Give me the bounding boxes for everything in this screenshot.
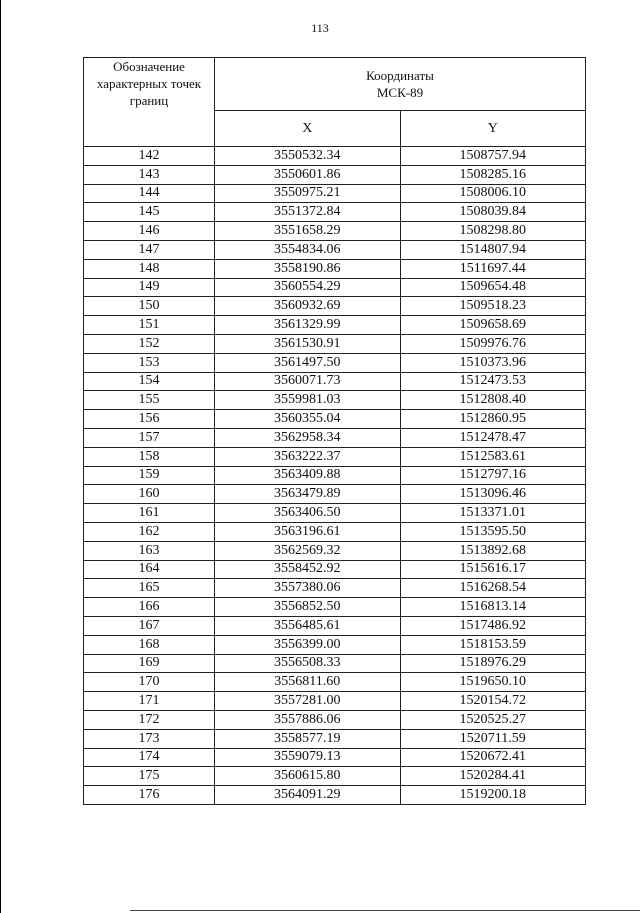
y-coordinate-cell: 1509976.76 bbox=[400, 334, 586, 353]
x-coordinate-cell: 3557380.06 bbox=[215, 579, 401, 598]
y-coordinate-cell: 1512473.53 bbox=[400, 372, 586, 391]
x-coordinate-cell: 3550601.86 bbox=[215, 165, 401, 184]
point-id-cell: 151 bbox=[84, 316, 215, 335]
x-coordinate-cell: 3557281.00 bbox=[215, 692, 401, 711]
table-row bbox=[84, 560, 586, 579]
y-coordinate-cell: 1520284.41 bbox=[400, 767, 586, 786]
point-id-cell: 171 bbox=[84, 692, 215, 711]
x-coordinate-cell: 3561530.91 bbox=[215, 334, 401, 353]
point-id-cell: 161 bbox=[84, 504, 215, 523]
table-row bbox=[84, 259, 586, 278]
point-id-cell: 173 bbox=[84, 729, 215, 748]
y-coordinate-cell: 1518153.59 bbox=[400, 635, 586, 654]
point-id-cell: 142 bbox=[84, 147, 215, 166]
y-coordinate-cell: 1513595.50 bbox=[400, 522, 586, 541]
y-coordinate-cell: 1519200.18 bbox=[400, 786, 586, 805]
table-row bbox=[84, 334, 586, 353]
table-row bbox=[84, 391, 586, 410]
x-coordinate-cell: 3556508.33 bbox=[215, 654, 401, 673]
x-coordinate-cell: 3559079.13 bbox=[215, 748, 401, 767]
x-coordinate-cell: 3550532.34 bbox=[215, 147, 401, 166]
y-coordinate-cell: 1508006.10 bbox=[400, 184, 586, 203]
point-id-cell: 162 bbox=[84, 522, 215, 541]
table-row bbox=[84, 165, 586, 184]
y-coordinate-cell: 1516268.54 bbox=[400, 579, 586, 598]
point-id-cell: 148 bbox=[84, 259, 215, 278]
table-row bbox=[84, 410, 586, 429]
table-row bbox=[84, 673, 586, 692]
table-row bbox=[84, 598, 586, 617]
x-coordinate-cell: 3560615.80 bbox=[215, 767, 401, 786]
point-id-cell: 169 bbox=[84, 654, 215, 673]
page-number: 113 bbox=[311, 21, 329, 35]
point-id-cell: 152 bbox=[84, 334, 215, 353]
point-id-cell: 155 bbox=[84, 391, 215, 410]
x-coordinate-cell: 3558577.19 bbox=[215, 729, 401, 748]
x-coordinate-cell: 3563409.88 bbox=[215, 466, 401, 485]
y-coordinate-cell: 1520672.41 bbox=[400, 748, 586, 767]
y-coordinate-cell: 1508298.80 bbox=[400, 222, 586, 241]
point-id-cell: 166 bbox=[84, 598, 215, 617]
table-row bbox=[84, 579, 586, 598]
table-row bbox=[84, 222, 586, 241]
x-coordinate-cell: 3554834.06 bbox=[215, 240, 401, 259]
table-row bbox=[84, 748, 586, 767]
y-coordinate-cell: 1520154.72 bbox=[400, 692, 586, 711]
point-id-cell: 149 bbox=[84, 278, 215, 297]
point-id-cell: 174 bbox=[84, 748, 215, 767]
table-row bbox=[84, 428, 586, 447]
y-coordinate-cell: 1509518.23 bbox=[400, 297, 586, 316]
x-coordinate-cell: 3561497.50 bbox=[215, 353, 401, 372]
y-coordinate-cell: 1512583.61 bbox=[400, 447, 586, 466]
y-coordinate-cell: 1520525.27 bbox=[400, 710, 586, 729]
point-id-cell: 165 bbox=[84, 579, 215, 598]
table-row bbox=[84, 184, 586, 203]
table-row bbox=[84, 541, 586, 560]
point-id-cell: 160 bbox=[84, 485, 215, 504]
point-id-cell: 159 bbox=[84, 466, 215, 485]
point-id-cell: 145 bbox=[84, 203, 215, 222]
table-row bbox=[84, 767, 586, 786]
table-row bbox=[84, 316, 586, 335]
point-id-cell: 153 bbox=[84, 353, 215, 372]
header-y: Y bbox=[400, 111, 586, 147]
table-header-row bbox=[84, 58, 586, 111]
y-coordinate-cell: 1514807.94 bbox=[400, 240, 586, 259]
y-coordinate-cell: 1512808.40 bbox=[400, 391, 586, 410]
x-coordinate-cell: 3551372.84 bbox=[215, 203, 401, 222]
table-row bbox=[84, 635, 586, 654]
point-id-cell: 172 bbox=[84, 710, 215, 729]
x-coordinate-cell: 3561329.99 bbox=[215, 316, 401, 335]
x-coordinate-cell: 3560932.69 bbox=[215, 297, 401, 316]
point-id-cell: 157 bbox=[84, 428, 215, 447]
x-coordinate-cell: 3558452.92 bbox=[215, 560, 401, 579]
x-coordinate-cell: 3560071.73 bbox=[215, 372, 401, 391]
x-coordinate-cell: 3563479.89 bbox=[215, 485, 401, 504]
point-id-cell: 176 bbox=[84, 786, 215, 805]
coordinates-table bbox=[83, 57, 586, 805]
point-id-cell: 158 bbox=[84, 447, 215, 466]
table-row bbox=[84, 485, 586, 504]
x-coordinate-cell: 3560355.04 bbox=[215, 410, 401, 429]
y-coordinate-cell: 1520711.59 bbox=[400, 729, 586, 748]
y-coordinate-cell: 1513371.01 bbox=[400, 504, 586, 523]
y-coordinate-cell: 1512478.47 bbox=[400, 428, 586, 447]
table-row bbox=[84, 466, 586, 485]
table-row bbox=[84, 654, 586, 673]
point-id-cell: 147 bbox=[84, 240, 215, 259]
y-coordinate-cell: 1516813.14 bbox=[400, 598, 586, 617]
header-points: Обозначение характерных точек границ bbox=[84, 58, 215, 147]
y-coordinate-cell: 1509654.48 bbox=[400, 278, 586, 297]
table-row bbox=[84, 297, 586, 316]
table-row bbox=[84, 710, 586, 729]
table-row bbox=[84, 240, 586, 259]
header-msk-label: МСК-89 bbox=[376, 85, 424, 101]
y-coordinate-cell: 1509658.69 bbox=[400, 316, 586, 335]
x-coordinate-cell: 3563406.50 bbox=[215, 504, 401, 523]
header-coordinate-system bbox=[215, 58, 586, 111]
point-id-cell: 156 bbox=[84, 410, 215, 429]
table-row bbox=[84, 692, 586, 711]
point-id-cell: 164 bbox=[84, 560, 215, 579]
point-id-cell: 175 bbox=[84, 767, 215, 786]
point-id-cell: 167 bbox=[84, 616, 215, 635]
x-coordinate-cell: 3563196.61 bbox=[215, 522, 401, 541]
table-row bbox=[84, 447, 586, 466]
point-id-cell: 150 bbox=[84, 297, 215, 316]
scan-edge-left bbox=[0, 0, 1, 913]
x-coordinate-cell: 3551658.29 bbox=[215, 222, 401, 241]
x-coordinate-cell: 3562569.32 bbox=[215, 541, 401, 560]
point-id-cell: 163 bbox=[84, 541, 215, 560]
table-row bbox=[84, 372, 586, 391]
x-coordinate-cell: 3560554.29 bbox=[215, 278, 401, 297]
y-coordinate-cell: 1512860.95 bbox=[400, 410, 586, 429]
table-row bbox=[84, 616, 586, 635]
y-coordinate-cell: 1515616.17 bbox=[400, 560, 586, 579]
table-row bbox=[84, 786, 586, 805]
x-coordinate-cell: 3556811.60 bbox=[215, 673, 401, 692]
y-coordinate-cell: 1513892.68 bbox=[400, 541, 586, 560]
x-coordinate-cell: 3556852.50 bbox=[215, 598, 401, 617]
header-coordinates-label: Координаты bbox=[366, 68, 434, 84]
table-row bbox=[84, 353, 586, 372]
y-coordinate-cell: 1511697.44 bbox=[400, 259, 586, 278]
y-coordinate-cell: 1510373.96 bbox=[400, 353, 586, 372]
point-id-cell: 168 bbox=[84, 635, 215, 654]
point-id-cell: 143 bbox=[84, 165, 215, 184]
y-coordinate-cell: 1508757.94 bbox=[400, 147, 586, 166]
point-id-cell: 170 bbox=[84, 673, 215, 692]
point-id-cell: 144 bbox=[84, 184, 215, 203]
table-row bbox=[84, 203, 586, 222]
y-coordinate-cell: 1519650.10 bbox=[400, 673, 586, 692]
point-id-cell: 154 bbox=[84, 372, 215, 391]
x-coordinate-cell: 3559981.03 bbox=[215, 391, 401, 410]
table-row bbox=[84, 278, 586, 297]
x-coordinate-cell: 3558190.86 bbox=[215, 259, 401, 278]
x-coordinate-cell: 3564091.29 bbox=[215, 786, 401, 805]
table-row bbox=[84, 522, 586, 541]
table-row bbox=[84, 729, 586, 748]
y-coordinate-cell: 1513096.46 bbox=[400, 485, 586, 504]
x-coordinate-cell: 3562958.34 bbox=[215, 428, 401, 447]
point-id-cell: 146 bbox=[84, 222, 215, 241]
y-coordinate-cell: 1518976.29 bbox=[400, 654, 586, 673]
header-x: X bbox=[215, 111, 401, 147]
x-coordinate-cell: 3563222.37 bbox=[215, 447, 401, 466]
y-coordinate-cell: 1508285.16 bbox=[400, 165, 586, 184]
x-coordinate-cell: 3557886.06 bbox=[215, 710, 401, 729]
table-row bbox=[84, 147, 586, 166]
x-coordinate-cell: 3550975.21 bbox=[215, 184, 401, 203]
y-coordinate-cell: 1508039.84 bbox=[400, 203, 586, 222]
y-coordinate-cell: 1512797.16 bbox=[400, 466, 586, 485]
table-body bbox=[84, 147, 586, 805]
y-coordinate-cell: 1517486.92 bbox=[400, 616, 586, 635]
table-row bbox=[84, 504, 586, 523]
scan-edge-bottom bbox=[130, 910, 640, 911]
x-coordinate-cell: 3556399.00 bbox=[215, 635, 401, 654]
x-coordinate-cell: 3556485.61 bbox=[215, 616, 401, 635]
